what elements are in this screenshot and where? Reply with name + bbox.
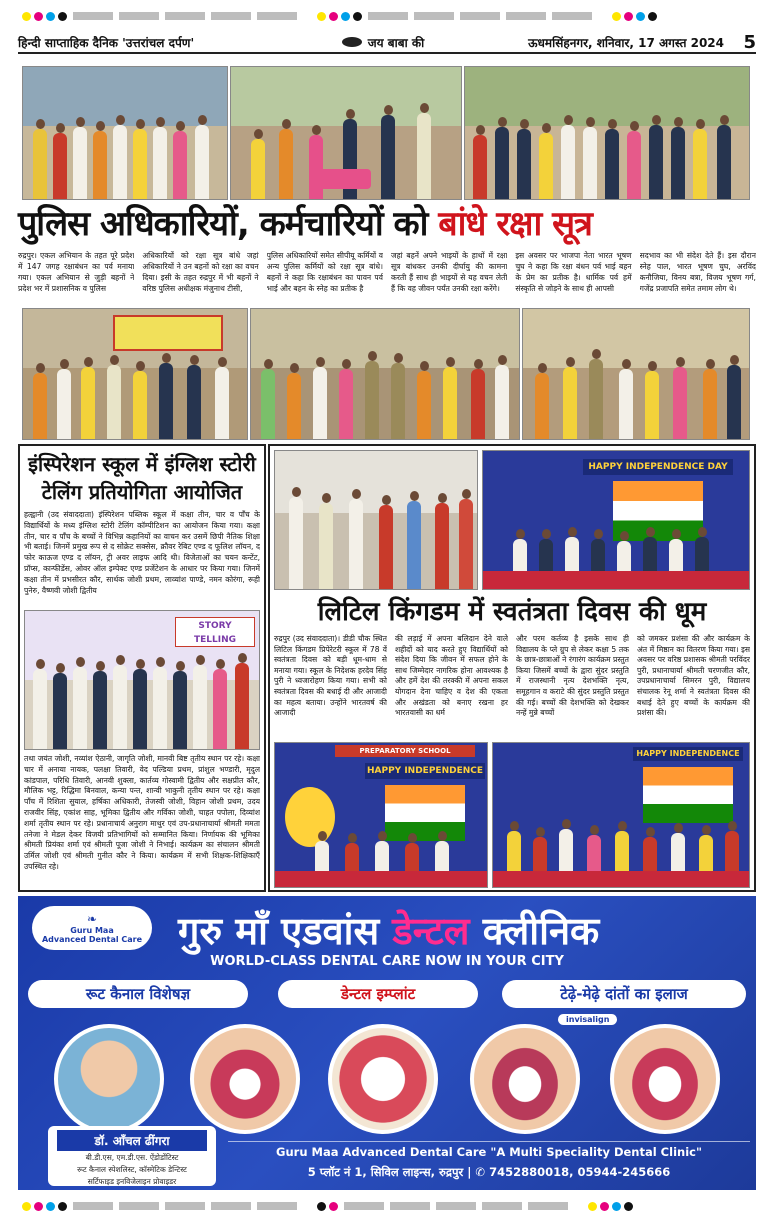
doctor-qualification-3: सर्टिफाइड इनविजेलाइन प्रोवाइडर bbox=[87, 1177, 177, 1186]
story3-column: रुद्रपुर (उद संवाददाता)। डीडी चौक स्थित लिटिल किंगडम प्रिपेरेटरी स्कूल में 78 वें स्वतंत्रता दिवस को बड़ी धूम-धाम से मनाया गया। स्कूल के निदेशक हरदेव सिंह पुरी ने ध्वजारोहण किया गया। सभी को स्वतंत्रता दिवस की बधाई दी और आजादी का महत्व बताया। उन्होंने भारतवर्ष की आजादी bbox=[274, 634, 387, 718]
ad-footer-line2: 5 प्लॉट नं 1, सिविल लाइन्स, रुद्रपुर | ✆ 7452880018, 05944-245666 bbox=[307, 1165, 671, 1179]
masthead: हिन्दी साप्ताहिक दैनिक 'उत्तरांचल दर्पण' bbox=[18, 35, 195, 50]
photo-story-telling bbox=[24, 610, 260, 750]
story1-headline-part2: बांधे रक्षा सूत्र bbox=[438, 204, 592, 244]
photo-independence-stage-1 bbox=[482, 450, 750, 590]
story1-headline-part1: पुलिस अधिकारियों, कर्मचारियों को bbox=[18, 204, 439, 244]
service-aligners: टेढ़े-मेढ़े दांतों का इलाज bbox=[502, 980, 746, 1008]
photo-police-group bbox=[464, 66, 750, 200]
photo-rakhi-group-3 bbox=[250, 308, 520, 440]
independence-banner-1: HAPPY INDEPENDENCE DAY bbox=[583, 459, 733, 475]
story3-columns bbox=[274, 634, 750, 738]
dental-photo-patient bbox=[54, 1024, 164, 1134]
doctor-qualification-2: रूट कैनाल स्पेशलिस्ट, कॉस्मेटिक डेन्टिस्ट bbox=[77, 1165, 187, 1174]
ad-subtitle: WORLD-CLASS DENTAL CARE NOW IN YOUR CITY bbox=[210, 954, 564, 969]
story2-body-bottom: तथा जयंत जोशी, नव्यांश ऐठानी, जागृति जोशी, मानवी बिष्ट तृतीय स्थान पर रहे। कक्षा चार में अनाया नायक, पलक्षा तिवारी, वेद पल्डिया प्रथम, प्रांशुल भण्डारी, मृदुल कांडपाल, परिधि तिवारी, आनवी शुक्ला, कार्तव्य गोस्वामी द्वितीय और सक्षप्रीत कौर, मौलिक भट्ट, रिद्धिमा बिनवाल, कन्या पन्त, शान्वी भाकुनी तृतीय स्थान पर रहे। कक्षा पाँच में रिशिता सुयाल, हर्षिका अधिकारी, तेजस्वी जोशी, विहान जोशी प्रथम, उदय राजवीर सिंह, एकांश साह, भूमिका द्वितीय और गर्विका जोशी, चाहत पपोला, दिव्यांश शर्मा तृतीय स्थान पर रहे। प्रधानाचार्य अनुराग माथुर एवं उप-प्रधानाचार्या श्रीमती ममता तनेजा ने मेडल देकर विजयी प्रतिभागियों को सम्मानित किया। निर्णायक की भूमिका श्रीमती प्रियंका शर्मा एवं श्रीमती पूजा जोशी ने निभाई। कार्यक्रम का संचालन श्रीमती उर्मिल जोशी एवं श्रीमती गुनीत कौर ने किया। कार्यक्रम में सभी शिक्षक-शिक्षिकाएँ उपस्थित रहे। bbox=[24, 754, 260, 871]
yellow-dot-icon bbox=[22, 12, 31, 21]
story3-column: को जमकर प्रशंसा की और कार्यक्रम के अंत में मिष्ठान का वितरण किया गया। इस अवसर पर वरिष्ठ प्रशासक श्रीमती परविंदर पुरी, प्रधानाचार्या श्रीमती चरणजीत कौर, उपप्रधानाचार्या सिमरन पुरी, विद्यालय संचालक रेनू शर्मा ने स्वतंत्रता दिवस की बधाई देते हुए बच्चों के कार्यक्रम की प्रशंसा की। bbox=[637, 634, 750, 718]
story2-title-line1: इंस्पिरेशन स्कूल में इंग्लिश स्टोरी bbox=[28, 452, 256, 476]
page-header bbox=[18, 32, 756, 54]
story1-column: रुद्रपुर। एकल अभियान के तहत पूरे प्रदेश में 147 जगह रक्षाबंधन का पर्व मनाया गया। एकल अभियान से जुड़ी बहनों ने प्रदेश भर में प्रशासनिक व पुलिस bbox=[18, 251, 135, 293]
header-slogan: जय बाबा की bbox=[367, 35, 425, 50]
header-center bbox=[268, 34, 498, 51]
page-number: 5 bbox=[743, 31, 756, 53]
story2-body-top: हल्द्वानी (उद संवाददाता) इंस्पिरेशन पब्लिक स्कूल में कक्षा तीन, चार व पाँच के विद्यार्थियों के मध्य इंग्लिश स्टोरी टेलिंग कॉम्पीटिशन का आयोजन किया गया। कक्षा तीन, चार व पाँच के बच्चों ने विभिन्न कहानियों का वाचन कर उसमें छिपी नैतिक शिक्षा भी बताई। जिनमें प्रमुख रूप से द सोक्रेट सक्सेस, क्रौवर रेबिट एण्ड द फूलिश लॉयन, द फोर काऊज एण्ड द लॉयन, ट्री अवर लाइफ आदि थी। विजेताओं का चयन कन्टेंट, प्रॉप्स, कान्फीडेंस, ओवर ऑल इम्पेक्ट एण्ड प्रजेंटेशन के आधार पर किया गया। जिनमें कक्षा तीन में प्रभसीरत कौर, सार्थक जोशी प्रथम, लाव्यांश पाण्डे, नमन कोरंगा, रूही पुनेरु, वैष्णवी जोशी द्वितीय bbox=[24, 510, 260, 595]
dental-clinic-ad bbox=[18, 896, 756, 1190]
cyan-dot-icon bbox=[46, 12, 55, 21]
story3-title: लिटिल किंगडम में स्वतंत्रता दिवस की धूम bbox=[317, 597, 707, 627]
school-sign: PREPARATORY SCHOOL bbox=[335, 745, 475, 757]
story3-column: और परम कर्तव्य है इसके साथ ही विद्यालय के प्ले ग्रुप से लेकर कक्षा 5 तक के छात्र-छात्राओं ने रंगारंग कार्यक्रम प्रस्तुत किया जिसमें बच्चों के द्वारा सुंदर प्रस्तुति में राजस्थानी नृत्य देशभक्ति नृत्य, समूहगान व कराटे की सुंदर प्रस्तुति प्रस्तुत की गई। बच्चों की देशभक्ति को देखकर नन्हें मुन्ने बच्चों bbox=[516, 634, 629, 718]
photo-rakhi-group-4 bbox=[522, 308, 750, 440]
tooth-logo-icon: ❧ bbox=[86, 912, 98, 926]
ad-title-a: गुरु माँ एडवांस bbox=[178, 909, 393, 953]
story1-column: सदभाव का भी संदेश देते हैं। इस दौरान स्नेह पाल, भारत भूषण चुघ, अरविंद कनौजिया, विनय बत्रा, विजय भूषण गर्ग, गजेंद्र प्रजापति समेत तमाम लोग थे। bbox=[639, 251, 756, 293]
doctor-name: डॉ. आँचल ढींगरा bbox=[57, 1130, 207, 1151]
ad-title bbox=[178, 904, 599, 956]
doctor-qualification-1: बी.डी.एस, एम.डी.एस. ऐंडोडोंटिस्ट bbox=[85, 1153, 179, 1162]
registration-strip-bottom bbox=[0, 1198, 770, 1214]
doctor-card bbox=[48, 1126, 216, 1186]
dateline: ऊधमसिंहनगर, शनिवार, 17 अगस्त 2024 bbox=[528, 35, 724, 50]
ad-footer bbox=[228, 1141, 750, 1185]
dental-photo-implant bbox=[328, 1024, 438, 1134]
independence-banner-3: HAPPY INDEPENDENCE bbox=[633, 747, 743, 761]
photo-rakhi-group-2 bbox=[22, 308, 248, 440]
ad-footer-line1: Guru Maa Advanced Dental Care "A Multi Speciality Dental Clinic" bbox=[276, 1145, 702, 1159]
photo-rakhi-tying bbox=[230, 66, 462, 200]
service-implant: डेन्टल इम्प्लांट bbox=[278, 980, 478, 1008]
ad-title-b: डेन्टल bbox=[392, 909, 470, 953]
story1-column: जहां बहनें अपने भाइयों के हाथों में रक्षा सूत्र बांधकर उनकी दीर्घायु की कामना करती हैं साथ ही भाइयों से यह वचन लेती हैं कि वह जीवन पर्यंत उनकी रक्षा करेंगे। bbox=[390, 251, 508, 293]
dental-photo-braces bbox=[610, 1024, 720, 1134]
story-telling-banner: STORY TELLING bbox=[175, 617, 255, 647]
story2-title-line2: टेलिंग प्रतियोगिता आयोजित bbox=[41, 480, 243, 504]
ad-logo bbox=[32, 906, 152, 950]
dental-photo-child bbox=[190, 1024, 300, 1134]
photo-independence-stage-2 bbox=[274, 742, 488, 888]
story1-headline bbox=[18, 202, 756, 246]
photo-independence-dignitaries bbox=[274, 450, 478, 590]
ad-logo-line2: Advanced Dental Care bbox=[41, 935, 143, 944]
story1-column: पुलिस अधिकारियों समेत सीपीयू कर्मियों व अन्य पुलिस कर्मियों को रक्षा सूत्र बांधे। बहनों ने कहा कि रक्षाबंधन का पावन पर्व भाई और बहन के स्नेह का प्रतीक है bbox=[266, 251, 383, 293]
photo-independence-stage-3 bbox=[492, 742, 750, 888]
service-root-canal: रूट कैनाल विशेषज्ञ bbox=[28, 980, 248, 1008]
magenta-dot-icon bbox=[34, 12, 43, 21]
story3-column: की लड़ाई में अपना बलिदान देने वाले शहीदों को याद करते हुए विद्यार्थियों को संदेश दिया कि जीवन में सफल होने के साथ जिम्मेदार नागरिक होना आवश्यक है और हमें देश की तरक्की में अपना सकल योगदान देना चाहिए व देश की एकता और अखंडता को बनाए रखना हर भारतवासी का धर्म bbox=[395, 634, 508, 718]
registration-strip-top bbox=[0, 8, 770, 24]
ad-title-c: क्लीनिक bbox=[469, 909, 600, 953]
story1-column: इस अवसर पर भाजपा नेता भारत भूषण चुघ ने कहा कि रक्षा बंधन पर्व भाई बहन के प्रेम का प्रतीक है। धार्मिक पर्व हमें संस्कृति से जोड़ने के साथ ही आपसी bbox=[515, 251, 632, 293]
eye-logo-icon bbox=[342, 37, 362, 47]
black-dot-icon bbox=[58, 12, 67, 21]
photo-rakhi-group-1 bbox=[22, 66, 228, 200]
story1-column: अधिकारियों को रक्षा सूत्र बांधे जहां अधिकारियों ने उन बहनों को रक्षा का वचन दिया। इसी के तहत रुद्रपुर में भी बहनों ने वरिष्ठ पुलिस अधीक्षक मंजुनाथ टीसी, bbox=[142, 251, 259, 293]
ad-logo-line1: Guru Maa bbox=[70, 926, 114, 935]
invisalign-badge: invisalign bbox=[558, 1014, 617, 1025]
story1-columns bbox=[18, 250, 756, 306]
dental-photo-smile bbox=[470, 1024, 580, 1134]
independence-banner-2: HAPPY INDEPENDENCE bbox=[365, 763, 485, 779]
